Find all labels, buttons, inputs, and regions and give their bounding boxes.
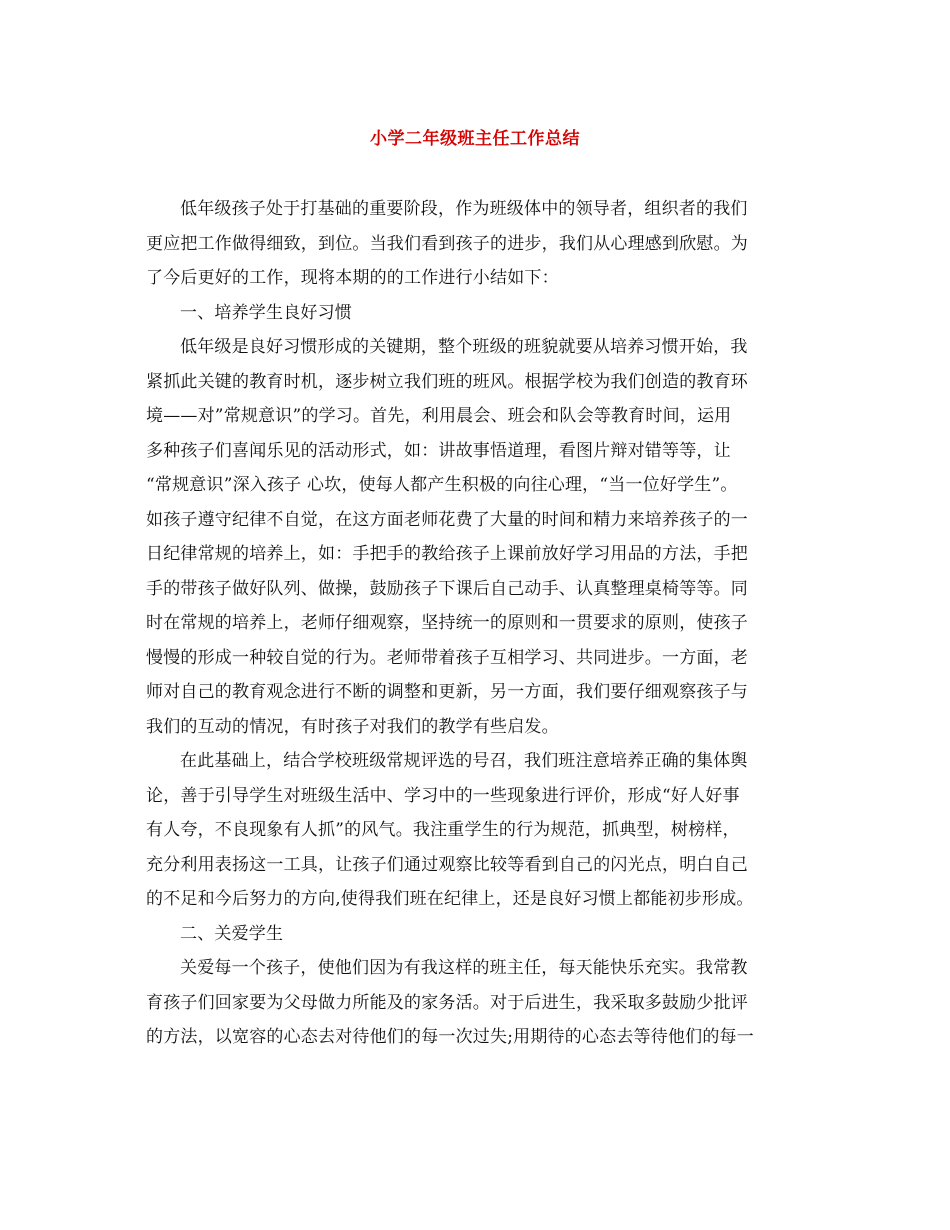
text-line: 我们的互动的情况，有时孩子对我们的教学有些启发。 [146, 716, 559, 737]
text-line: 论，善于引导学生对班级生活中、学习中的一些现象进行评价，形成“好人好事 [146, 785, 740, 806]
text-line: 时在常规的培养上，老师仔细观察，坚持统一的原则和一贯要求的原则，使孩子 [146, 613, 748, 633]
text-line: 紧抓此关键的教育时机，逐步树立我们班的班风。根据学校为我们创造的教育环 [146, 371, 748, 392]
text-line: 在此基础上，结合学校班级常规评选的号召，我们班注意培养正确的集体舆 [180, 751, 748, 771]
document-body [146, 192, 818, 1055]
text-line: 多种孩子们喜闻乐见的活动形式，如：讲故事悟道理，看图片辩对错等等，让 [146, 440, 731, 461]
text-line: 低年级是良好习惯形成的关键期，整个班级的班貌就要从培养习惯开始，我 [180, 337, 748, 357]
text-line: 手的带孩子做好队列、做操，鼓励孩子下课后自己动手、认真整理桌椅等等。同 [146, 578, 748, 599]
text-line: 境——对”常规意识”的学习。首先，利用晨会、班会和队会等教育时间，运用 [146, 406, 732, 426]
text-line: 日纪律常规的培养上，如：手把手的教给孩子上课前放好学习用品的方法，手把 [146, 544, 748, 564]
text-line: 充分利用表扬这一工具，让孩子们通过观察比较等看到自己的闪光点，明白自己 [146, 854, 748, 875]
text-line: 的方法，以宽容的心态去对待他们的每一次过失;用期待的心态去等待他们的每一 [146, 1027, 754, 1047]
text-line: 育孩子们回家要为父母做力所能及的家务活。对于后进生，我采取多鼓励少批评 [146, 992, 748, 1013]
text-line: 关爱每一个孩子，使他们因为有我这样的班主任，每天能快乐充实。我常教 [180, 958, 748, 978]
text-line: 师对自己的教育观念进行不断的调整和更新，另一方面，我们要仔细观察孩子与 [146, 682, 748, 702]
text-line: 低年级孩子处于打基础的重要阶段，作为班级体中的领导者，组织者的我们 [180, 199, 748, 219]
text-line: “常规意识”深入孩子 心坎，使每人都产生积极的向往心理，“当一位好学生”。 [146, 475, 738, 495]
text-line: 如孩子遵守纪律不自觉，在这方面老师花费了大量的时间和精力来培养孩子的一 [146, 509, 748, 530]
text-line: 二、关爱学生 [180, 923, 284, 944]
text-line: 一、培养学生良好习惯 [180, 302, 352, 323]
text-line: 慢慢的形成一种较自觉的行为。老师带着孩子互相学习、共同进步。一方面，老 [146, 647, 748, 668]
text-line: 更应把工作做得细致，到位。当我们看到孩子的进步，我们从心理感到欣慰。为 [146, 233, 748, 254]
text-line: 有人夸，不良现象有人抓”的风气。我注重学生的行为规范，抓典型，树榜样， [146, 820, 740, 840]
text-line: 了今后更好的工作，现将本期的的工作进行小结如下： [146, 268, 559, 288]
text-line: 的不足和今后努力的方向,使得我们班在纪律上，还是良好习惯上都能初步形成。 [146, 889, 754, 909]
document-title: 小学二年级班主任工作总结 [370, 129, 580, 149]
